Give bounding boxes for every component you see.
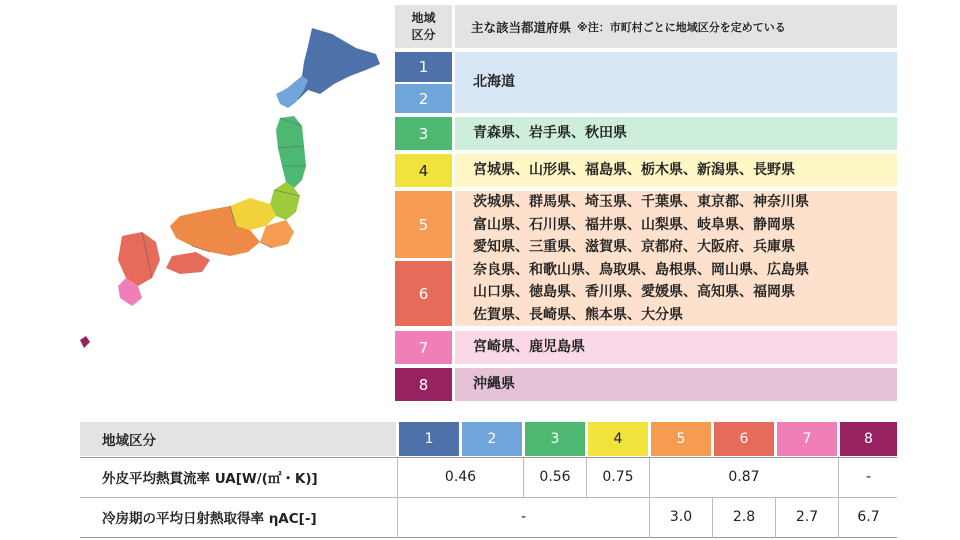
ua-value-1-2: 0.46 (444, 469, 477, 485)
pref-text-zone-5-6-line5: 山口県、徳島県、香川県、愛媛県、高知県、福岡県 (473, 284, 795, 300)
pref-row-zone-4 (455, 154, 897, 187)
ua-zone-3 (525, 458, 585, 496)
zone-box-6 (395, 261, 452, 326)
pref-row-zone-1-2 (455, 52, 897, 113)
eta-divider-b (775, 498, 776, 538)
zone-column-header (395, 5, 452, 48)
pref-row-zone-8 (455, 368, 897, 401)
header-zone-4-label: 4 (613, 431, 623, 447)
header-zone-6 (714, 422, 774, 456)
header-zone-2-label: 2 (487, 431, 497, 447)
eta-zone-7 (777, 498, 837, 536)
pref-text-zone-5-6-line4: 奈良県、和歌山県、鳥取県、島根県、岡山県、広島県 (473, 261, 809, 278)
eta-zone-1-4 (399, 498, 648, 536)
header-zone-1-label: 1 (424, 431, 434, 447)
ua-divider-d (649, 458, 650, 538)
eta-label: 冷房期の平均日射熱取得率 ηAC[-] (102, 511, 317, 527)
eta-zone-5 (651, 498, 711, 536)
ua-zone-8 (840, 458, 897, 496)
ua-divider-a (397, 458, 398, 538)
zone-box-4-label: 4 (418, 161, 429, 180)
table-header-row (80, 422, 897, 456)
zone-box-5 (395, 191, 452, 258)
pref-text-zone-7: 宮崎県、鹿児島県 (473, 339, 585, 356)
zone-box-7 (395, 331, 452, 364)
pref-row-zone-5-6 (455, 191, 897, 326)
table-divider-1 (80, 457, 897, 458)
header-zone-5-label: 5 (676, 431, 686, 447)
zone-header-line2: 区分 (411, 27, 436, 42)
header-label-cell (80, 422, 396, 456)
eta-value-6: 2.8 (732, 509, 756, 525)
ua-label-cell (80, 458, 396, 496)
zone-box-2-label: 2 (418, 89, 429, 108)
shikoku-zone-6 (166, 252, 210, 274)
eta-value-7: 2.7 (795, 509, 819, 525)
ua-divider-e (838, 458, 839, 538)
pref-row-zone-7 (455, 331, 897, 364)
eta-divider-a (712, 498, 713, 538)
eta-label-cell (80, 498, 396, 536)
pref-row-zone-3 (455, 117, 897, 150)
pref-text-zone-4: 宮城県、山形県、福島県、栃木県、新潟県、長野県 (473, 162, 795, 179)
pref-text-zone-5-6-line2: 富山県、石川県、福井県、山梨県、岐阜県、静岡県 (473, 216, 795, 233)
header-zone-1 (399, 422, 459, 456)
zone-header-line1: 地域 (411, 10, 436, 25)
performance-table (80, 422, 897, 538)
prefecture-column-header (455, 5, 897, 48)
header-zone-7-label: 7 (802, 431, 812, 447)
header-zone-8 (840, 422, 897, 456)
prefecture-header-title: 主な該当都道府県 (471, 19, 572, 35)
kyushu-zone-6 (118, 232, 160, 286)
pref-text-zone-5-6-line1: 茨城県、群馬県、埼玉県、千葉県、東京都、神奈川県 (473, 194, 809, 210)
eta-value-1-4: - (520, 509, 527, 525)
okinawa-zone-8 (80, 336, 90, 348)
header-label: 地域区分 (102, 433, 156, 449)
zone-box-3-label: 3 (418, 124, 429, 143)
ua-value-5-7: 0.87 (728, 469, 760, 485)
zone-box-8-label: 8 (418, 375, 429, 394)
ua-zone-1-2 (399, 458, 522, 496)
pref-text-zone-5-6-line6: 佐賀県、長崎県、熊本県、大分県 (473, 306, 683, 323)
ua-zone-4 (588, 458, 648, 496)
pref-text-zone-5-6-line3: 愛知県、三重県、滋賀県、京都府、大阪府、兵庫県 (473, 239, 795, 255)
ua-zone-5-7 (651, 458, 837, 496)
header-zone-2 (462, 422, 522, 456)
zone-box-6-label: 6 (418, 284, 429, 303)
japan-zone-map (80, 20, 390, 355)
zone-box-7-label: 7 (418, 338, 429, 357)
zone-box-4 (395, 154, 452, 187)
eta-value-8: 6.7 (857, 509, 880, 525)
tohoku-zone-3 (276, 116, 306, 188)
pref-text-zone-1-2: 北海道 (473, 74, 515, 91)
zone-box-5-label: 5 (418, 215, 429, 234)
zone-box-2 (395, 84, 452, 113)
eta-zone-8 (840, 498, 897, 536)
prefecture-header-note: ※注：市町村ごとに地域区分を定めている (577, 20, 786, 34)
header-zone-7 (777, 422, 837, 456)
header-zone-8-label: 8 (864, 431, 873, 447)
eta-zone-6 (714, 498, 774, 536)
zone-box-1-label: 1 (418, 58, 429, 76)
ua-divider-c (586, 458, 587, 497)
zone-box-1 (395, 52, 452, 82)
header-zone-3-label: 3 (550, 431, 560, 447)
header-zone-6-label: 6 (739, 431, 749, 447)
ua-value-8: - (865, 469, 872, 485)
eta-value-5: 3.0 (669, 509, 693, 525)
header-zone-4 (588, 422, 648, 456)
ua-divider-b (523, 458, 524, 497)
zone-box-8 (395, 368, 452, 401)
header-zone-5 (651, 422, 711, 456)
ua-value-4: 0.75 (602, 469, 634, 485)
ua-label: 外皮平均熱貫流率 UA[W/(㎡・K)] (102, 471, 318, 487)
zone-box-3 (395, 117, 452, 150)
pref-text-zone-3: 青森県、岩手県、秋田県 (473, 125, 627, 142)
header-zone-3 (525, 422, 585, 456)
ua-row (80, 458, 897, 496)
ua-value-3: 0.56 (539, 469, 571, 485)
pref-text-zone-8: 沖縄県 (473, 376, 515, 393)
